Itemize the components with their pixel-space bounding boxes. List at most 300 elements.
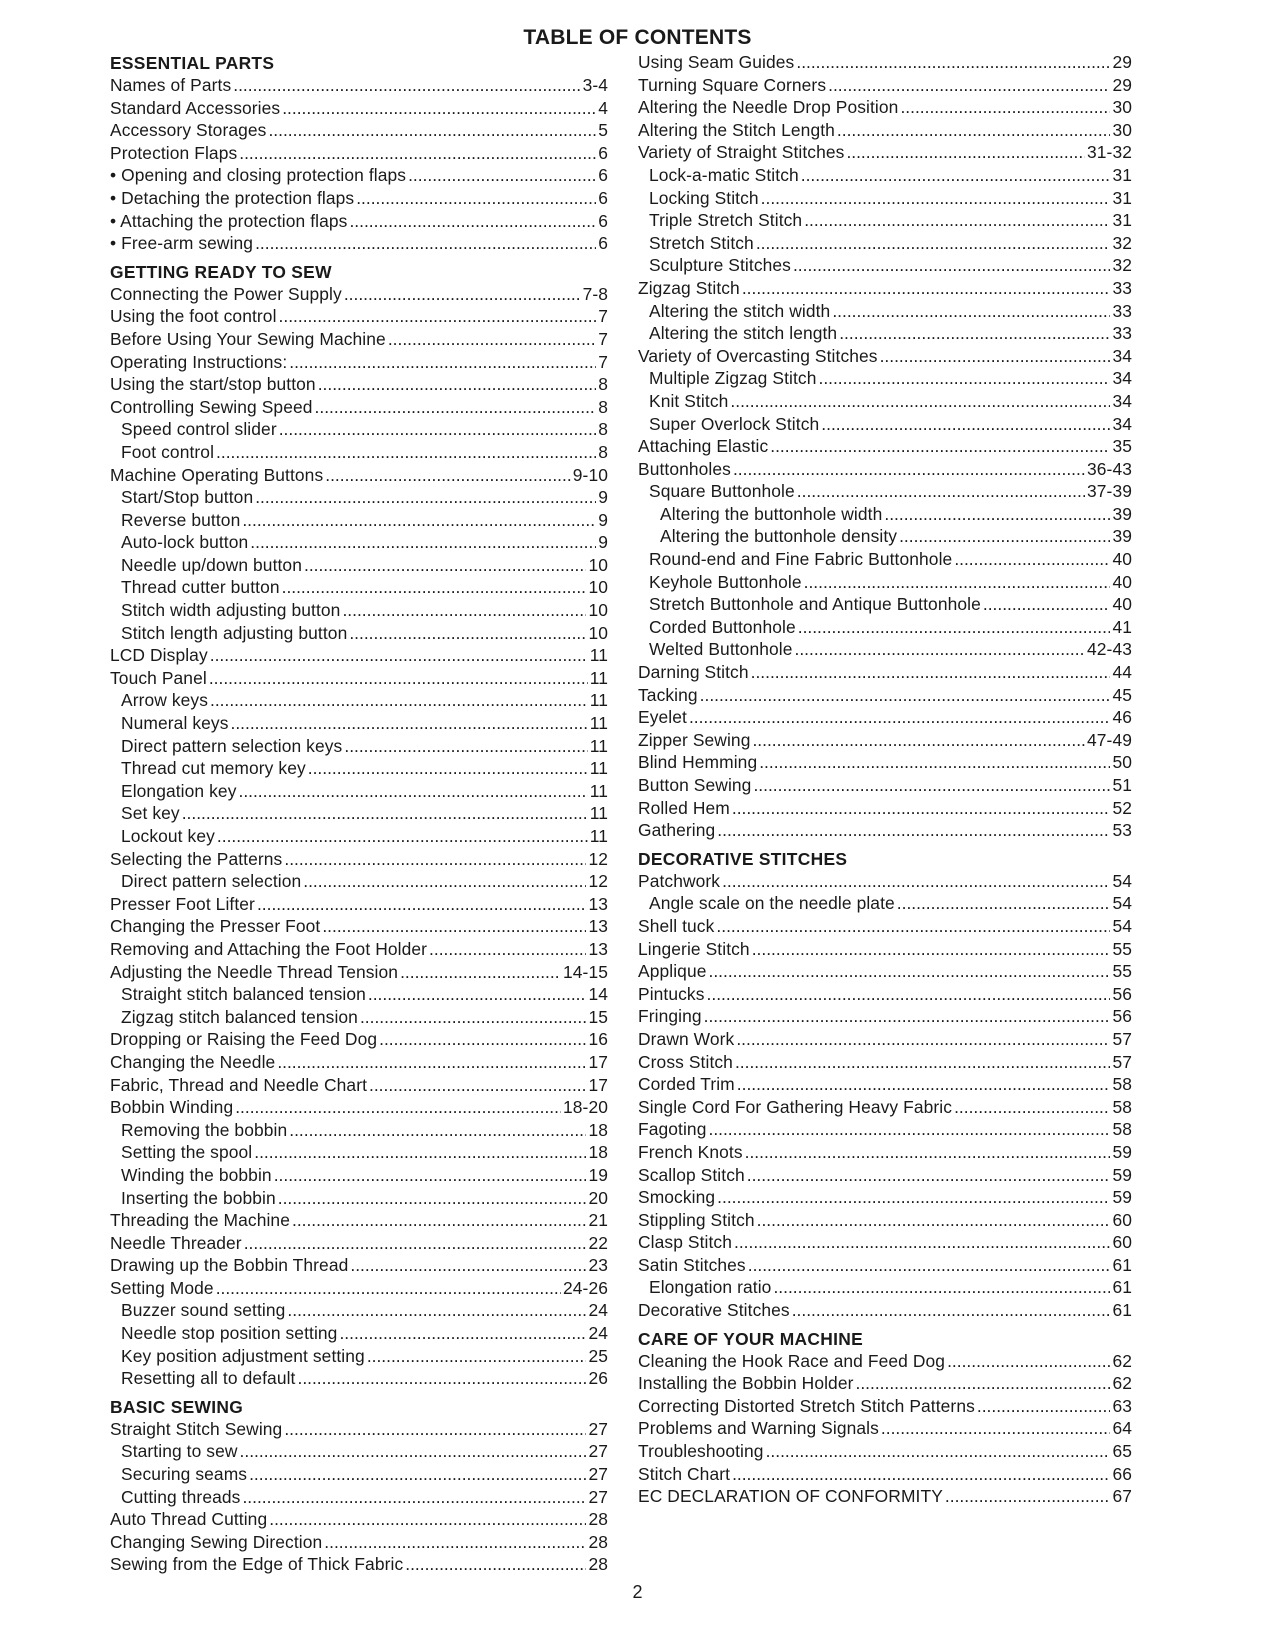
toc-entry-page: 55 — [1112, 961, 1132, 982]
toc-entry-title: Applique — [638, 961, 707, 982]
dot-leader — [429, 939, 586, 960]
dot-leader — [405, 1554, 586, 1575]
toc-entry-page: 11 — [589, 645, 608, 666]
toc-entry-page: 11 — [589, 826, 608, 846]
toc-entry — [638, 617, 1132, 640]
dot-leader — [954, 549, 1110, 570]
dot-leader — [700, 685, 1111, 706]
toc-entry — [638, 414, 1132, 437]
dot-leader — [304, 555, 586, 576]
toc-entry-title: Darning Stitch — [638, 662, 749, 683]
toc-entry-title: Keyhole Buttonhole — [649, 571, 802, 592]
toc-entry-page: 28 — [588, 1509, 608, 1530]
toc-entry-title: Starting to sew — [121, 1441, 238, 1462]
toc-entry-title: Correcting Distorted Stretch Stitch Patterns — [638, 1395, 975, 1416]
toc-entry — [110, 894, 608, 917]
dot-leader — [707, 984, 1111, 1005]
toc-entry-page: 67 — [1112, 1486, 1132, 1507]
toc-entry-page: 14-15 — [563, 961, 608, 982]
toc-entry-title: Controlling Sewing Speed — [110, 396, 313, 417]
toc-entry-page: 61 — [1112, 1277, 1132, 1298]
toc-entry-title: Set key — [121, 803, 180, 824]
dot-leader — [945, 1486, 1111, 1507]
toc-entry-title: Blind Hemming — [638, 752, 758, 773]
toc-entry — [110, 1278, 608, 1301]
toc-entry-page: 32 — [1112, 232, 1132, 253]
toc-right-column — [638, 52, 1132, 1509]
toc-entry-page: 31 — [1112, 164, 1132, 185]
dot-leader — [277, 1052, 586, 1073]
toc-entry-title: Variety of Overcasting Stitches — [638, 345, 878, 366]
toc-entry-page: 6 — [598, 233, 608, 254]
toc-entry-page: 25 — [588, 1345, 608, 1366]
dot-leader — [818, 368, 1110, 389]
toc-entry-title: • Attaching the protection flaps — [110, 210, 348, 231]
dot-leader — [756, 233, 1111, 254]
toc-entry-title: Reverse button — [121, 509, 241, 530]
toc-entry-page: 34 — [1112, 390, 1132, 411]
toc-entry-page: 10 — [588, 600, 608, 621]
dot-leader — [289, 352, 596, 373]
toc-entry-page: 34 — [1112, 413, 1132, 434]
toc-entry-page: 11 — [589, 713, 608, 734]
toc-entry-title: Satin Stitches — [638, 1254, 746, 1275]
toc-entry-title: Stretch Stitch — [649, 232, 754, 253]
toc-entry — [110, 120, 608, 143]
toc-entry-title: Before Using Your Sewing Machine — [110, 328, 386, 349]
toc-entry-title: Stretch Buttonhole and Antique Buttonhole — [649, 594, 981, 615]
toc-entry — [638, 436, 1132, 459]
dot-leader — [318, 374, 597, 395]
toc-entry-title: Using the foot control — [110, 306, 277, 327]
dot-leader — [899, 526, 1110, 547]
toc-entry-title: • Detaching the protection flaps — [110, 187, 355, 208]
toc-entry — [110, 442, 608, 465]
toc-entry — [110, 555, 608, 578]
toc-entry-title: Setting the spool — [121, 1142, 253, 1163]
toc-entry-title: Fringing — [638, 1006, 702, 1027]
dot-leader — [804, 572, 1111, 593]
toc-entry-page: 46 — [1112, 707, 1132, 728]
toc-entry — [638, 916, 1132, 939]
dot-leader — [344, 736, 587, 757]
section-heading: CARE OF YOUR MACHINE — [638, 1328, 864, 1349]
toc-entry — [110, 1441, 608, 1464]
dot-leader — [368, 984, 587, 1005]
toc-entry-title: Direct pattern selection keys — [121, 735, 343, 756]
dot-leader — [747, 1165, 1111, 1186]
toc-entry — [638, 1418, 1132, 1441]
toc-entry-page: 42-43 — [1087, 639, 1132, 660]
toc-entry-title: Speed control slider — [121, 419, 277, 440]
toc-entry-title: Straight Stitch Sewing — [110, 1418, 283, 1439]
toc-entry-title: Connecting the Power Supply — [110, 283, 342, 304]
dot-leader — [349, 211, 596, 232]
dot-leader — [792, 1300, 1111, 1321]
toc-entry-page: 7 — [598, 306, 608, 327]
toc-entry-title: Attaching Elastic — [638, 436, 769, 457]
dot-leader — [832, 301, 1110, 322]
toc-entry-page: 56 — [1112, 983, 1132, 1004]
toc-entry — [110, 1052, 608, 1075]
toc-entry — [110, 1419, 608, 1442]
toc-entry — [110, 98, 608, 121]
toc-entry-page: 58 — [1112, 1096, 1132, 1117]
dot-leader — [322, 916, 586, 937]
toc-entry — [110, 668, 608, 691]
dot-leader — [308, 758, 588, 779]
toc-entry — [638, 165, 1132, 188]
toc-entry — [110, 623, 608, 646]
toc-entry-title: Presser Foot Lifter — [110, 893, 255, 914]
toc-entry-page: 63 — [1112, 1395, 1132, 1416]
toc-entry — [110, 645, 608, 668]
toc-entry-title: Single Cord For Gathering Heavy Fabric — [638, 1096, 953, 1117]
toc-entry — [110, 1075, 608, 1098]
toc-entry-title: Altering the buttonhole density — [660, 526, 898, 547]
dot-leader — [983, 594, 1111, 615]
toc-entry-title: Altering the Needle Drop Position — [638, 97, 899, 118]
toc-entry-title: Machine Operating Buttons — [110, 464, 324, 485]
toc-entry-title: Knit Stitch — [649, 390, 729, 411]
dot-leader — [954, 1097, 1110, 1118]
toc-entry-title: • Free-arm sewing — [110, 233, 254, 254]
toc-entry-title: Start/Stop button — [121, 487, 254, 508]
toc-entry — [638, 233, 1132, 256]
dot-leader — [880, 346, 1111, 367]
dot-leader — [284, 849, 586, 870]
toc-entry-page: 11 — [589, 780, 608, 801]
toc-entry-page: 66 — [1112, 1463, 1132, 1484]
toc-entry-page: 7 — [598, 328, 608, 349]
dot-leader — [257, 894, 587, 915]
toc-entry — [638, 97, 1132, 120]
section-heading: DECORATIVE STITCHES — [638, 848, 848, 869]
toc-entry — [638, 775, 1132, 798]
toc-entry-title: Touch Panel — [110, 667, 207, 688]
toc-entry — [110, 1464, 608, 1487]
toc-entry-page: 59 — [1112, 1187, 1132, 1208]
toc-entry — [110, 871, 608, 894]
dot-leader — [766, 1441, 1111, 1462]
toc-entry-title: Variety of Straight Stitches — [638, 142, 845, 163]
toc-entry-page: 16 — [588, 1029, 608, 1050]
dot-leader — [689, 707, 1111, 728]
toc-entry — [110, 1188, 608, 1211]
toc-entry-title: Adjusting the Needle Thread Tension — [110, 961, 399, 982]
dot-leader — [379, 1029, 586, 1050]
toc-entry-title: Lock-a-matic Stitch — [649, 164, 799, 185]
toc-entry — [638, 1097, 1132, 1120]
toc-entry-page: 29 — [1112, 74, 1132, 95]
toc-entry-title: Clasp Stitch — [638, 1232, 732, 1253]
toc-entry-title: Foot control — [121, 441, 215, 462]
toc-entry-page: 19 — [588, 1164, 608, 1185]
toc-entry — [638, 572, 1132, 595]
toc-entry-page: 7 — [598, 351, 608, 372]
toc-entry — [638, 1351, 1132, 1374]
dot-leader — [242, 510, 596, 531]
dot-leader — [897, 893, 1111, 914]
toc-entry-title: Welted Buttonhole — [649, 639, 793, 660]
dot-leader — [282, 577, 587, 598]
toc-entry-title: Drawing up the Bobbin Thread — [110, 1255, 349, 1276]
toc-entry — [110, 600, 608, 623]
dot-leader — [795, 639, 1086, 660]
toc-entry — [110, 532, 608, 555]
toc-entry — [638, 820, 1132, 843]
dot-leader — [238, 781, 587, 802]
toc-entry-page: 45 — [1112, 684, 1132, 705]
dot-leader — [846, 142, 1085, 163]
toc-entry-page: 18 — [588, 1119, 608, 1140]
toc-entry-title: Straight stitch balanced tension — [121, 984, 366, 1005]
toc-entry-title: Sculpture Stitches — [649, 255, 791, 276]
toc-entry-title: Fagoting — [638, 1119, 707, 1140]
toc-entry-title: Protection Flaps — [110, 142, 238, 163]
toc-entry-title: Accessory Storages — [110, 120, 267, 141]
dot-leader — [770, 436, 1110, 457]
toc-entry-title: Problems and Warning Signals — [638, 1418, 879, 1439]
toc-entry-page: 39 — [1112, 503, 1132, 524]
toc-entry-page: 8 — [598, 441, 608, 462]
toc-entry-page: 62 — [1112, 1373, 1132, 1394]
toc-entry-title: Elongation ratio — [649, 1277, 772, 1298]
dot-leader — [350, 1255, 586, 1276]
toc-entry — [638, 75, 1132, 98]
dot-leader — [255, 233, 596, 254]
toc-entry-page: 30 — [1112, 119, 1132, 140]
toc-entry-title: Cleaning the Hook Race and Feed Dog — [638, 1350, 946, 1371]
toc-entry-title: Numeral keys — [121, 713, 229, 734]
toc-entry-page: 55 — [1112, 938, 1132, 959]
dot-leader — [244, 1233, 587, 1254]
toc-entry-page: 35 — [1112, 436, 1132, 457]
toc-entry-title: Locking Stitch — [649, 187, 759, 208]
toc-entry-title: French Knots — [638, 1141, 743, 1162]
toc-entry-title: Tacking — [638, 684, 698, 705]
toc-entry-page: 52 — [1112, 797, 1132, 818]
toc-entry — [110, 165, 608, 188]
toc-entry-page: 24 — [588, 1323, 608, 1344]
toc-entry-title: Button Sewing — [638, 775, 752, 795]
dot-leader — [736, 1029, 1110, 1050]
toc-entry-page: 10 — [588, 554, 608, 575]
toc-entry-page: 60 — [1112, 1209, 1132, 1230]
dot-leader — [216, 1278, 561, 1299]
toc-entry-page: 24 — [588, 1300, 608, 1321]
toc-entry-title: Turning Square Corners — [638, 74, 827, 95]
toc-entry-page: 33 — [1112, 300, 1132, 321]
dot-leader — [734, 1232, 1110, 1253]
toc-entry-page: 40 — [1112, 594, 1132, 615]
toc-entry-title: Key position adjustment setting — [121, 1345, 365, 1366]
dot-leader — [233, 75, 580, 96]
toc-entry — [110, 1233, 608, 1256]
toc-entry-page: 64 — [1112, 1418, 1132, 1439]
dot-leader — [828, 75, 1110, 96]
toc-entry-page: 33 — [1112, 323, 1132, 344]
toc-entry-title: Needle stop position setting — [121, 1323, 338, 1344]
dot-leader — [284, 1419, 586, 1440]
dot-leader — [303, 871, 586, 892]
dot-leader — [839, 323, 1110, 344]
toc-entry-title: Elongation key — [121, 780, 237, 801]
toc-entry-title: Cross Stitch — [638, 1051, 733, 1072]
dot-leader — [716, 916, 1110, 937]
dot-leader — [977, 1396, 1111, 1417]
toc-entry-page: 11 — [589, 803, 608, 824]
dot-leader — [757, 1210, 1111, 1231]
toc-entry-page: 23 — [588, 1255, 608, 1276]
toc-entry-page: 14 — [588, 984, 608, 1005]
toc-entry-page: 8 — [598, 419, 608, 440]
section-heading: GETTING READY TO SEW — [110, 261, 332, 282]
toc-entry-page: 31 — [1112, 210, 1132, 231]
dot-leader — [745, 1142, 1111, 1163]
toc-entry — [638, 871, 1132, 894]
toc-entry-page: 54 — [1112, 915, 1132, 936]
dot-leader — [708, 1119, 1110, 1140]
toc-entry — [110, 1487, 608, 1510]
section-heading: ESSENTIAL PARTS — [110, 53, 275, 73]
toc-entry-page: 36-43 — [1087, 458, 1132, 479]
toc-entry — [110, 1165, 608, 1188]
dot-leader — [400, 962, 561, 983]
toc-entry — [638, 984, 1132, 1007]
toc-entry-title: Arrow keys — [121, 690, 209, 711]
toc-entry-page: 26 — [588, 1368, 608, 1389]
toc-entry-page: 12 — [588, 871, 608, 892]
toc-entry — [638, 594, 1132, 617]
toc-entry-page: 8 — [598, 374, 608, 395]
toc-entry-title: Gathering — [638, 820, 716, 841]
toc-entry — [110, 713, 608, 736]
toc-left-column — [110, 52, 608, 1577]
toc-entry-page: 12 — [588, 848, 608, 869]
toc-entry — [638, 391, 1132, 414]
dot-leader — [730, 391, 1110, 412]
toc-entry-title: Smocking — [638, 1187, 716, 1208]
toc-entry-title: Patchwork — [638, 870, 721, 891]
toc-entry-page: 9-10 — [572, 464, 608, 485]
toc-entry — [110, 284, 608, 307]
toc-entry — [638, 368, 1132, 391]
toc-entry-page: 10 — [588, 622, 608, 643]
toc-entry — [110, 781, 608, 804]
toc-entry — [638, 1074, 1132, 1097]
dot-leader — [753, 775, 1110, 796]
toc-entry-page: 11 — [589, 690, 608, 711]
toc-entry — [638, 210, 1132, 233]
toc-entry-title: Operating Instructions: — [110, 351, 288, 372]
dot-leader — [339, 1323, 586, 1344]
toc-entry-page: 3-4 — [582, 75, 608, 95]
toc-entry — [110, 803, 608, 826]
toc-entry-page: 21 — [588, 1210, 608, 1231]
dot-leader — [274, 1165, 587, 1186]
toc-entry — [638, 255, 1132, 278]
toc-entry — [638, 1277, 1132, 1300]
toc-entry-title: Using the start/stop button — [110, 374, 316, 395]
toc-entry — [638, 1232, 1132, 1255]
toc-entry — [638, 1165, 1132, 1188]
section-heading: BASIC SEWING — [110, 1396, 244, 1417]
toc-entry — [110, 984, 608, 1007]
toc-entry-page: 39 — [1112, 526, 1132, 547]
toc-entry-page: 28 — [588, 1554, 608, 1575]
toc-entry — [638, 707, 1132, 730]
toc-entry — [110, 1210, 608, 1233]
toc-entry-page: 11 — [589, 667, 608, 688]
dot-leader — [249, 1464, 586, 1485]
toc-entry-page: 32 — [1112, 255, 1132, 276]
toc-entry — [110, 233, 608, 256]
toc-entry-page: 44 — [1112, 662, 1132, 683]
dot-leader — [733, 459, 1085, 480]
toc-entry — [638, 1486, 1132, 1509]
toc-entry — [638, 1142, 1132, 1165]
dot-leader — [324, 1532, 586, 1553]
toc-entry-page: 65 — [1112, 1441, 1132, 1462]
toc-entry — [638, 1187, 1132, 1210]
toc-entry — [638, 798, 1132, 821]
toc-entry-title: Cutting threads — [121, 1486, 241, 1507]
toc-entry-page: 31-32 — [1087, 142, 1132, 163]
toc-entry-title: Altering the Stitch Length — [638, 119, 835, 140]
dot-leader — [761, 188, 1111, 209]
toc-entry-page: 62 — [1112, 1350, 1132, 1371]
dot-leader — [216, 442, 596, 463]
dot-leader — [748, 1255, 1111, 1276]
dot-leader — [344, 284, 581, 305]
toc-entry-page: 47-49 — [1087, 729, 1132, 750]
toc-entry-title: Names of Parts — [110, 75, 232, 95]
toc-entry — [110, 1554, 608, 1577]
toc-entry — [638, 893, 1132, 916]
dot-leader — [269, 1509, 586, 1530]
toc-entry-page: 4 — [598, 97, 608, 118]
toc-entry-page: 33 — [1112, 277, 1132, 298]
toc-entry-title: Changing Sewing Direction — [110, 1531, 323, 1552]
toc-entry-page: 54 — [1112, 870, 1132, 891]
toc-entry-title: Lockout key — [121, 826, 215, 846]
toc-entry-title: Stitch Chart — [638, 1463, 731, 1484]
toc-entry-title: Triple Stretch Stitch — [649, 210, 803, 231]
toc-entry — [638, 1006, 1132, 1029]
toc-entry — [110, 826, 608, 849]
dot-leader — [759, 752, 1110, 773]
toc-entry — [638, 1029, 1132, 1052]
toc-entry — [638, 1373, 1132, 1396]
toc-entry-title: Decorative Stitches — [638, 1300, 790, 1321]
toc-entry — [110, 211, 608, 234]
toc-entry-title: Standard Accessories — [110, 97, 281, 118]
toc-entry-page: 7-8 — [582, 283, 608, 304]
toc-entry-title: Winding the bobbin — [121, 1164, 272, 1185]
toc-entry-page: 61 — [1112, 1300, 1132, 1321]
toc-entry — [110, 916, 608, 939]
toc-entry — [110, 1300, 608, 1323]
toc-entry-page: 8 — [598, 396, 608, 417]
toc-entry-title: Round-end and Fine Fabric Buttonhole — [649, 549, 953, 570]
dot-leader — [349, 623, 586, 644]
toc-entry-title: Fabric, Thread and Needle Chart — [110, 1074, 368, 1095]
dot-leader — [732, 1464, 1110, 1485]
toc-entry-title: Installing the Bobbin Holder — [638, 1373, 854, 1394]
dot-leader — [752, 939, 1111, 960]
dot-leader — [231, 713, 588, 734]
